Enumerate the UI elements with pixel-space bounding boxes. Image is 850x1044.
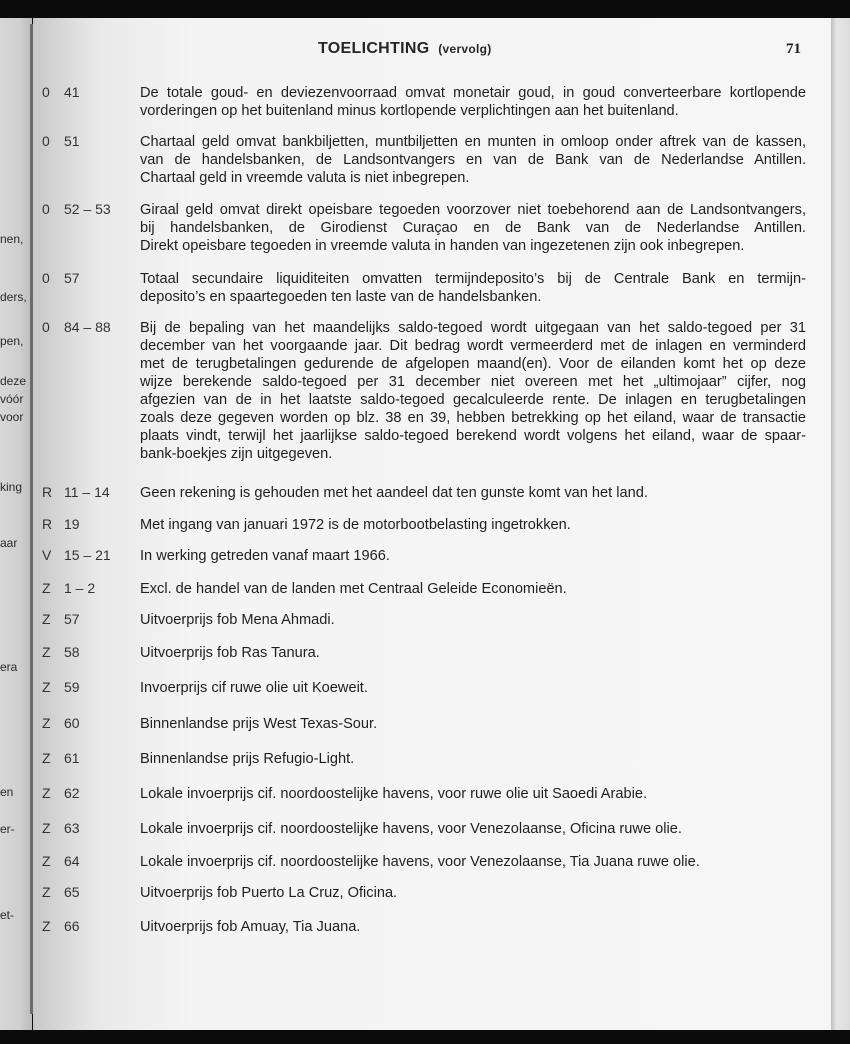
note-reference [42, 201, 111, 217]
table-letter: V [42, 547, 52, 563]
note-reference [42, 547, 111, 563]
note-text [140, 270, 806, 306]
note-text-line: Direkt opeisbare tegoeden in vreemde valuta in handen van ingezetenen zijn ook inbegrepen. [140, 238, 745, 254]
note-text-line: wijze berekende saldo-tegoed per 31 december niet overeen met het „ultimojaar” cijfer, nog [140, 374, 806, 390]
note-text [140, 611, 806, 629]
column-number: 41 [64, 84, 80, 100]
left-page-text-fragment: deze [0, 374, 27, 388]
column-number: 63 [64, 820, 80, 836]
note-text-line: vorderingen op het buitenland minus kortlopende verplichtingen aan het buitenland. [140, 103, 679, 119]
note-text-line: van de handelsbanken, de Landsontvangers en van de Bank van de Nederlandse Antillen. [140, 152, 806, 168]
table-letter: Z [42, 750, 51, 766]
scan-top-border [0, 0, 850, 18]
note-text-line: met de terugbetalingen gedurende de afgelopen maand(en). Voor de eilanden komt het op deze [140, 356, 806, 372]
book-gutter [30, 24, 33, 1014]
note-text-line: Totaal secundaire liquiditeiten omvatten termijndeposito’s bij de Centrale Bank en termijn- [140, 271, 806, 287]
note-text-line: bank-boekjes zijn uitgegeven. [140, 446, 333, 462]
table-letter: Z [42, 611, 51, 627]
note-reference [42, 853, 80, 869]
title-subtitle: (vervolg) [438, 42, 492, 56]
table-letter: 0 [42, 201, 50, 217]
column-number: 15 – 21 [64, 547, 111, 563]
note-text-line: plaats vindt, terwijl het jaarlijkse saldo-tegoed berekend wordt volgens het eiland, waar de spaar- [140, 428, 806, 444]
left-page-text-fragment: pen, [0, 334, 24, 348]
note-reference [42, 270, 80, 286]
note-reference [42, 820, 80, 836]
note-text-line: Lokale invoerprijs cif. noordoostelijke havens, voor ruwe olie uit Saoedi Arabie. [140, 786, 648, 802]
note-reference [42, 785, 80, 801]
left-page-text-fragment: era [0, 660, 18, 674]
note-text-line: Geen rekening is gehouden met het aandeel dat ten gunste komt van het land. [140, 485, 648, 501]
table-letter: Z [42, 884, 51, 900]
table-letter: Z [42, 853, 51, 869]
column-number: 62 [64, 785, 80, 801]
note-text [140, 133, 806, 187]
note-text-line: Excl. de handel van de landen met Centraal Geleide Economieën. [140, 581, 567, 597]
note-text-line: Uitvoerprijs fob Amuay, Tia Juana. [140, 919, 361, 935]
column-number: 58 [64, 644, 80, 660]
column-number: 66 [64, 918, 80, 934]
column-number: 57 [64, 611, 80, 627]
column-number: 1 – 2 [64, 580, 96, 596]
note-text-line: afgezien van de in het laatste saldo-tegoed gecalculeerde rente. De inlagen en terugbetalingen [140, 392, 806, 408]
table-letter: 0 [42, 270, 50, 286]
column-number: 52 – 53 [64, 201, 111, 217]
note-text-line: De totale goud- en deviezenvoorraad omvat monetair goud, in goud converteerbare kortlopende [140, 85, 806, 101]
table-letter: Z [42, 785, 51, 801]
note-text [140, 547, 806, 565]
column-number: 11 – 14 [64, 484, 110, 500]
note-text-line: deposito’s en spaartegoeden ten laste van de handelsbanken. [140, 289, 542, 305]
note-text-line: zoals deze gegeven worden op blz. 38 en 39, hebben betrekking op het eiland, waar de transactie [140, 410, 806, 426]
note-text [140, 853, 806, 871]
note-text-line: december van het voorgaande jaar. Dit bedrag wordt vermeerderd met de inlagen en verminderd [140, 338, 806, 354]
table-letter: 0 [42, 319, 50, 335]
page-number: 71 [786, 41, 801, 57]
table-letter: Z [42, 820, 51, 836]
note-reference [42, 611, 80, 627]
note-reference [42, 918, 80, 934]
note-text-line: Chartaal geld in vreemde valuta is niet inbegrepen. [140, 170, 470, 186]
note-text [140, 484, 806, 502]
left-page-text-fragment: vóór [0, 392, 24, 406]
note-reference [42, 319, 111, 335]
left-page-text-fragment: et- [0, 908, 15, 922]
note-text [140, 750, 806, 768]
left-page-text-fragment: ders, [0, 290, 27, 304]
note-reference [42, 484, 110, 500]
note-text-line: Binnenlandse prijs Refugio-Light. [140, 751, 355, 767]
scan-bottom-border [0, 1030, 850, 1044]
note-reference [42, 580, 95, 596]
column-number: 61 [64, 750, 80, 766]
note-reference [42, 715, 80, 731]
note-text-line: Lokale invoerprijs cif. noordoostelijke havens, voor Venezolaanse, Tia Juana ruwe olie. [140, 854, 700, 870]
note-text-line: Chartaal geld omvat bankbiljetten, muntbiljetten en munten in omloop onder aftrek van de kassen, [140, 134, 806, 150]
left-page-text-fragment: aar [0, 536, 18, 550]
left-page-text-fragment: voor [0, 410, 24, 424]
column-number: 57 [64, 270, 80, 286]
table-letter: 0 [42, 133, 50, 149]
table-letter: Z [42, 644, 51, 660]
note-text [140, 84, 806, 120]
left-page-text-fragment: nen, [0, 232, 24, 246]
note-text [140, 644, 806, 662]
table-letter: 0 [42, 84, 50, 100]
note-text-line: Uitvoerprijs fob Mena Ahmadi. [140, 612, 335, 628]
table-letter: Z [42, 580, 51, 596]
left-page-text-fragment: king [0, 480, 23, 494]
column-number: 64 [64, 853, 80, 869]
table-letter: Z [42, 918, 51, 934]
note-text [140, 319, 806, 463]
note-text-line: Lokale invoerprijs cif. noordoostelijke havens, voor Venezolaanse, Oficina ruwe olie. [140, 821, 682, 837]
note-reference [42, 133, 80, 149]
note-reference [42, 644, 80, 660]
column-number: 51 [64, 133, 80, 149]
note-reference [42, 679, 80, 695]
note-text-line: Met ingang van januari 1972 is de motorbootbelasting ingetrokken. [140, 517, 571, 533]
left-page-edge [0, 18, 32, 1030]
note-text-line: Invoerprijs cif ruwe olie uit Koeweit. [140, 680, 368, 696]
note-text [140, 785, 806, 803]
note-text [140, 918, 806, 936]
note-text [140, 884, 806, 902]
left-page-text-fragment: er- [0, 822, 15, 836]
page-title [318, 40, 492, 58]
note-text-line: Giraal geld omvat direkt opeisbare tegoeden voorzover niet toebehorend aan de Landsontvangers, [140, 202, 806, 218]
column-number: 19 [64, 516, 80, 532]
note-reference [42, 750, 80, 766]
note-text-line: In werking getreden vanaf maart 1966. [140, 548, 390, 564]
note-text [140, 715, 806, 733]
table-letter: R [42, 484, 53, 500]
note-text-line: Bij de bepaling van het maandelijks saldo-tegoed wordt uitgegaan van het saldo-tegoed per 31 [140, 320, 806, 336]
column-number: 65 [64, 884, 80, 900]
note-text-line: Uitvoerprijs fob Ras Tanura. [140, 645, 320, 661]
column-number: 84 – 88 [64, 319, 111, 335]
note-text [140, 201, 806, 255]
column-number: 60 [64, 715, 80, 731]
column-number: 59 [64, 679, 80, 695]
note-reference [42, 84, 80, 100]
title-text: TOELICHTING [318, 40, 430, 57]
note-text-line: Binnenlandse prijs West Texas-Sour. [140, 716, 378, 732]
note-reference [42, 516, 80, 532]
table-letter: Z [42, 679, 51, 695]
note-text-line: Uitvoerprijs fob Puerto La Cruz, Oficina. [140, 885, 398, 901]
right-page-edge [831, 18, 850, 1030]
table-letter: R [42, 516, 53, 532]
note-text [140, 679, 806, 697]
note-reference [42, 884, 80, 900]
note-text [140, 580, 806, 598]
note-text [140, 516, 806, 534]
left-page-text-fragment: en [0, 785, 14, 799]
note-text-line: bij handelsbanken, de Girodienst Curaçao en de Bank van de Nederlandse Antillen. [140, 220, 806, 236]
table-letter: Z [42, 715, 51, 731]
note-text [140, 820, 806, 838]
